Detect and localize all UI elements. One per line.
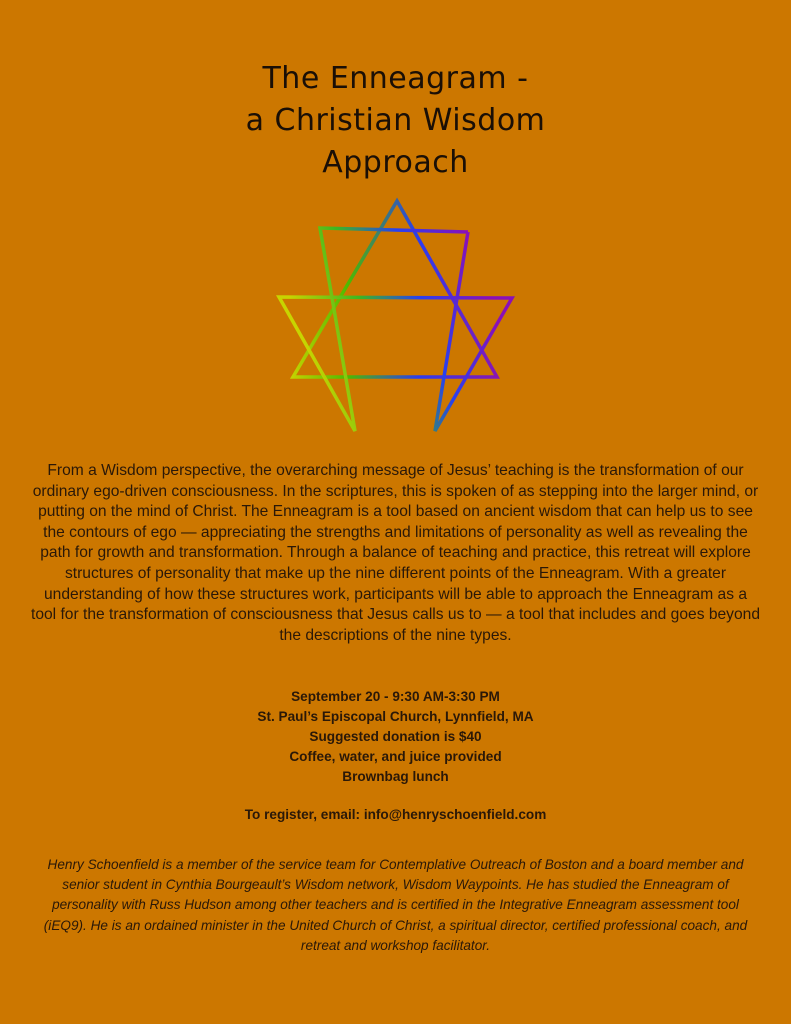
enneagram-icon (260, 190, 530, 440)
title-line-3: Approach (322, 145, 469, 181)
event-refreshments: Coffee, water, and juice provided (289, 749, 502, 764)
title-line-1: The Enneagram - (262, 61, 529, 97)
event-details (0, 687, 791, 787)
title-line-2: a Christian Wisdom (245, 103, 546, 139)
event-description: From a Wisdom perspective, the overarching message of Jesus’ teaching is the transformation of our ordinary ego-driven consciousness. In the scriptures, this is spoken of as stepping into the larger mind, or putting on the mind of Christ. The Enneagram is a tool based on ancient wisdom that can help us to see the contours of ego — appreciating the strengths and limitations of personality as well as revealing the path for growth and transformation. Through a balance of teaching and practice, this retreat will explore structures of personality that make up the nine different points of the Enneagram. With a greater understanding of how these structures work, participants will be able to approach the Enneagram as a tool for the transformation of consciousness that Jesus calls us to — a tool that includes and goes beyond the descriptions of the nine types. (31, 462, 760, 644)
event-donation: Suggested donation is $40 (309, 729, 482, 744)
event-lunch: Brownbag lunch (342, 769, 449, 784)
facilitator-bio: Henry Schoenfield is a member of the service team for Contemplative Outreach of Boston and a board member and senior student in Cynthia Bourgeault’s Wisdom network, Wisdom Waypoints. He has studied the Enneagram of personality with Russ Hudson among other teachers and is certified in the Integrative Enneagram assessment tool (iEQ9). He is an ordained minister in the United Church of Christ, a spiritual director, certified professional coach, and retreat and workshop facilitator. (43, 857, 748, 953)
event-location: St. Paul’s Episcopal Church, Lynnfield, MA (257, 709, 534, 724)
event-date-time: September 20 - 9:30 AM-3:30 PM (291, 689, 500, 704)
registration-info: To register, email: info@henryschoenfield.com (244, 807, 547, 822)
flyer-title (0, 58, 791, 184)
